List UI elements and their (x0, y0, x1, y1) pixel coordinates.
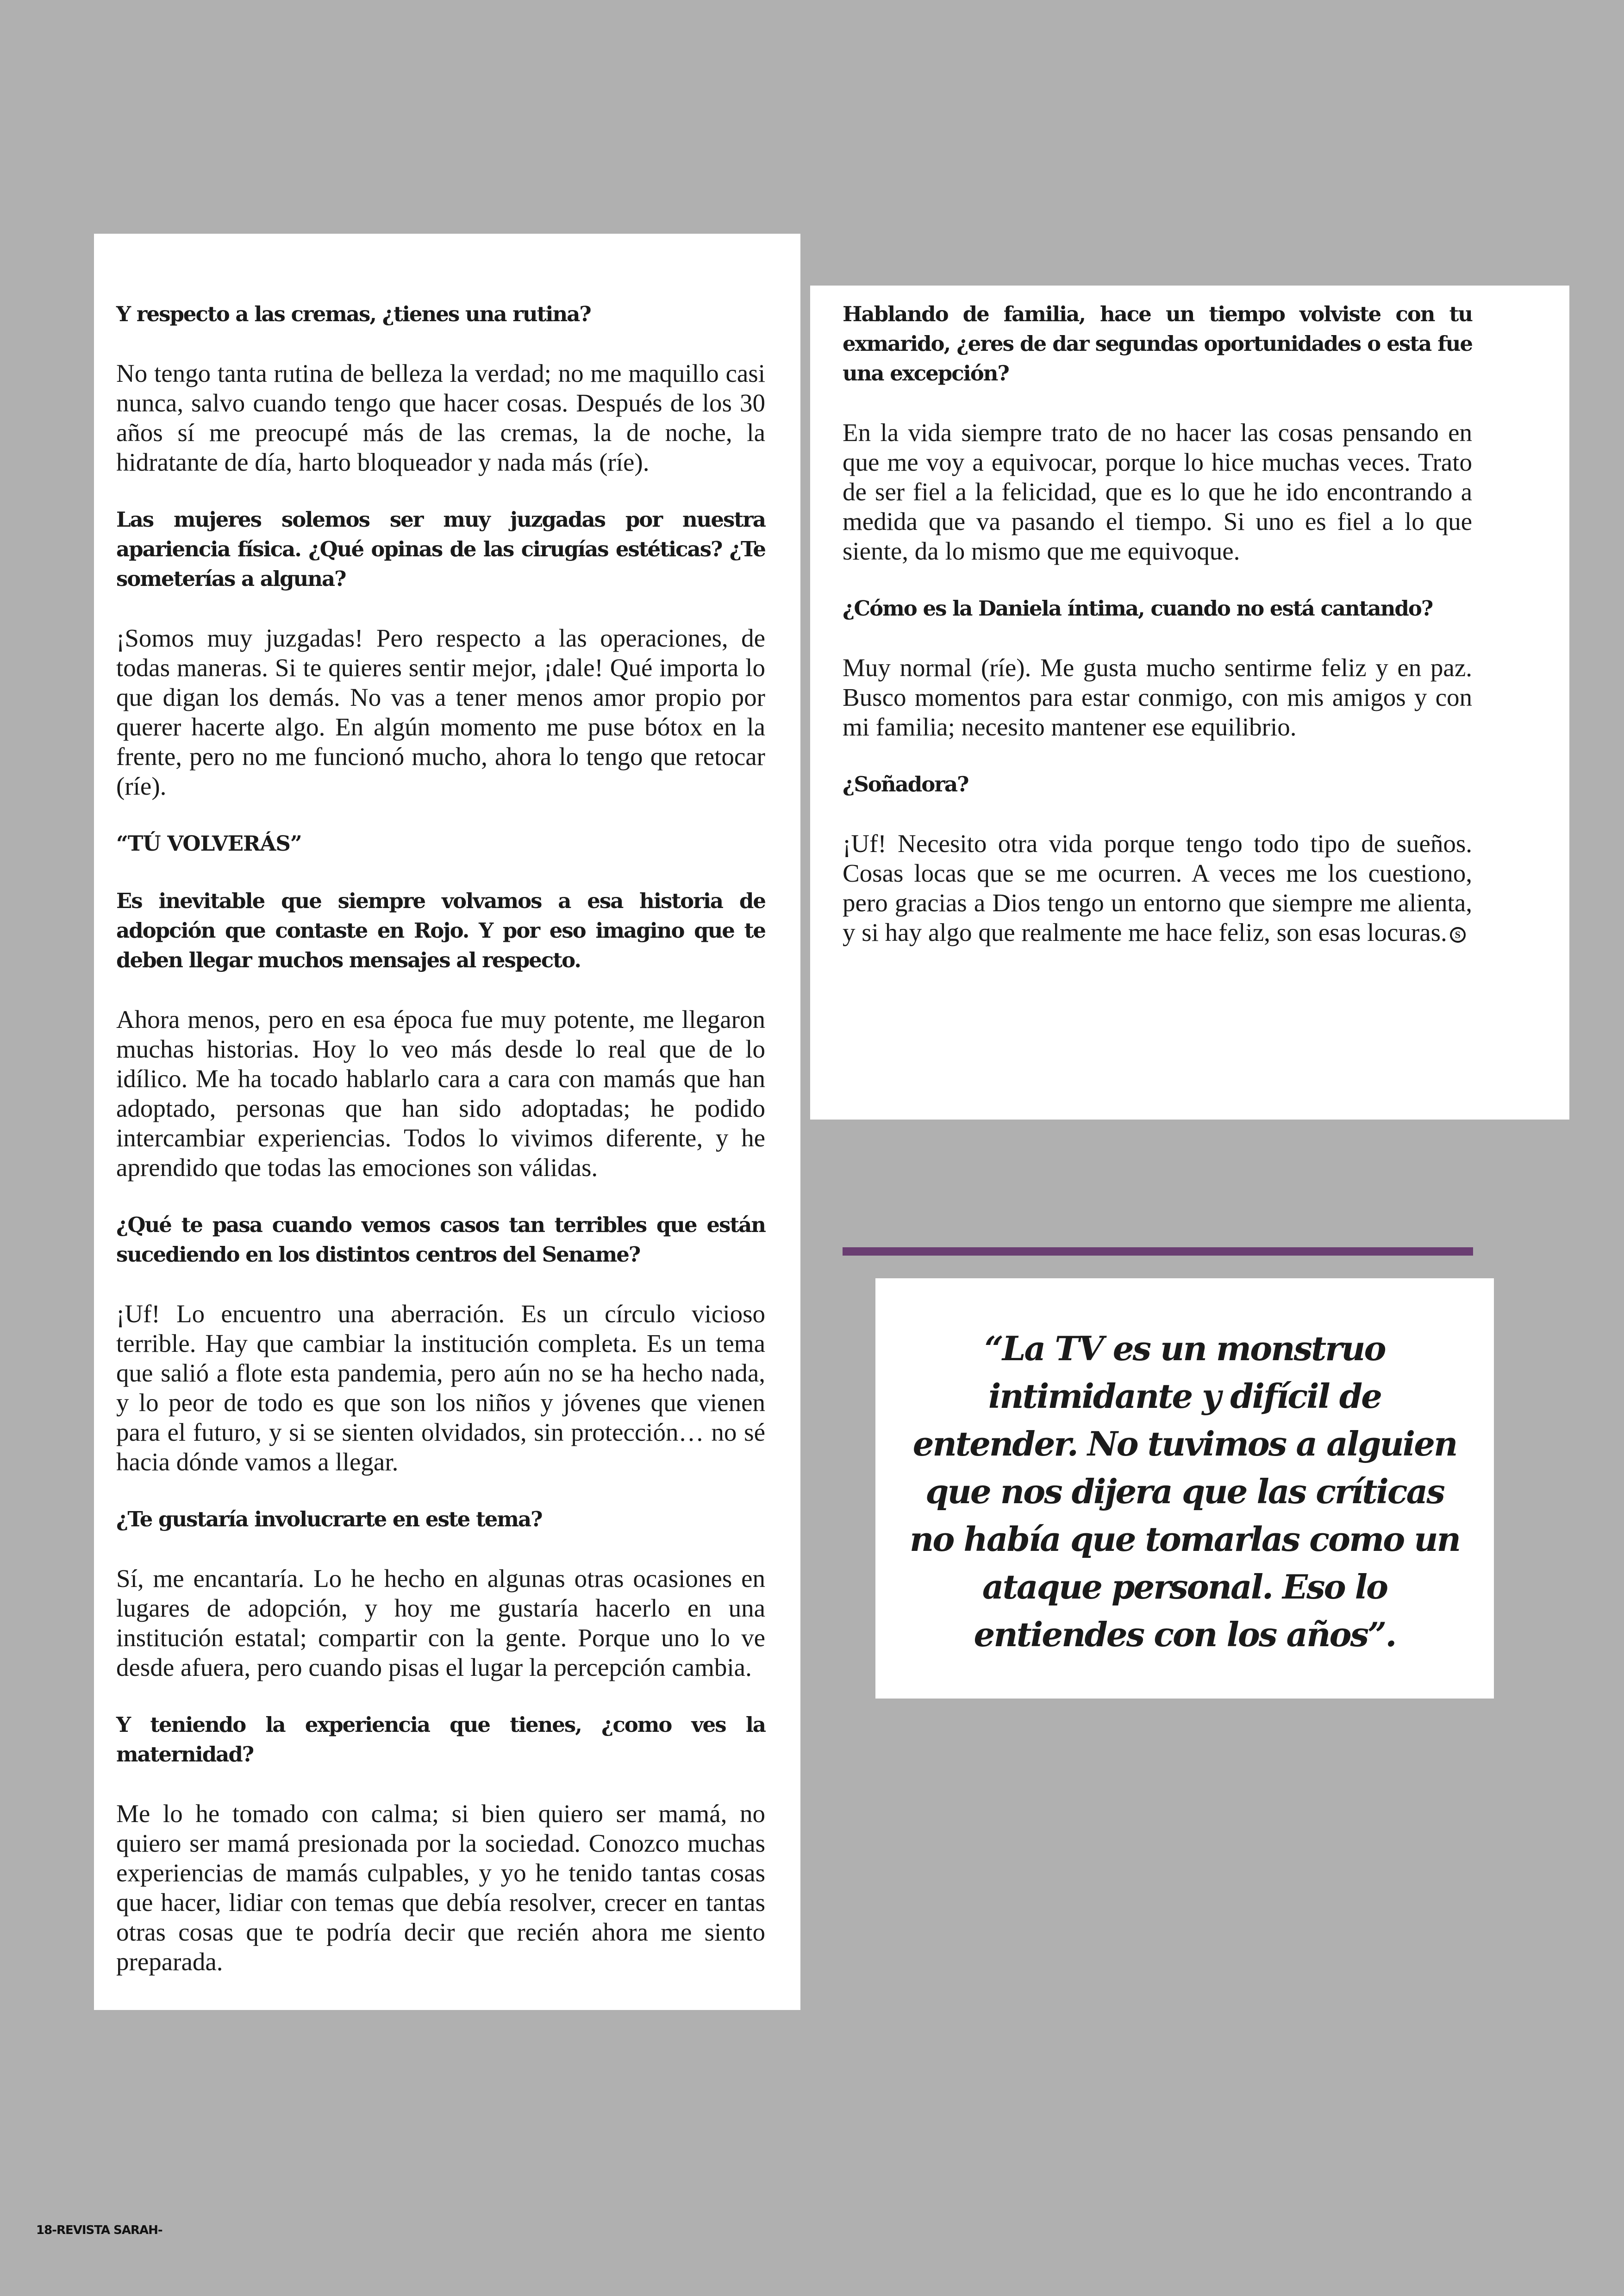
end-of-article-mark-icon: S (1450, 927, 1466, 943)
interview-answer: Muy normal (ríe). Me gusta mucho sentirme feliz y en paz. Busco momentos para estar conmigo, con mis amigos y con mi familia; necesito mantener ese equilibrio. (843, 653, 1472, 741)
qa-block (116, 1710, 765, 1977)
pull-quote-box (875, 1278, 1494, 1699)
page-footer: 18-REVISTA SARAH- (36, 2223, 162, 2237)
qa-block (843, 594, 1472, 742)
spacer (116, 329, 765, 359)
qa-block (843, 770, 1472, 947)
spacer (116, 1534, 765, 1564)
interview-question: ¿Qué te pasa cuando vemos casos tan terribles que están sucediendo en los distintos centros del Sename? (116, 1213, 765, 1267)
interview-answer-final (843, 829, 1472, 947)
left-article-column (94, 234, 800, 2010)
interview-question: ¿Cómo es la Daniela íntima, cuando no está cantando? (843, 596, 1433, 621)
interview-answer: No tengo tanta rutina de belleza la verdad; no me maquillo casi nunca, salvo cuando tengo que hacer cosas. Después de los 30 años sí me preocupé más de las cremas, la de noche, la hidratante de día, harto bloqueador y nada más (ríe). (116, 359, 765, 476)
interview-answer: Me lo he tomado con calma; si bien quiero ser mamá, no quiero ser mamá presionada por la sociedad. Conozco muchas experiencias de mamás culpables, y yo he tenido tantas cosas que hacer, lidiar con temas que debía resolver, crecer en tantas otras cosas que te podría decir que recién ahora me siento preparada. (116, 1799, 765, 1976)
spacer (116, 594, 765, 623)
spacer (116, 1769, 765, 1799)
pull-quote-rule (843, 1247, 1473, 1256)
interview-question: Hablando de familia, hace un tiempo volviste con tu exmarido, ¿eres de dar segundas oportunidades o esta fue una excepción? (843, 302, 1472, 386)
spacer (843, 623, 1472, 653)
interview-answer: ¡Uf! Lo encuentro una aberración. Es un círculo vicioso terrible. Hay que cambiar la institución completa. Es un tema que salió a flote esta pandemia, pero aún no se ha hecho nada, y lo peor de todo es que son los niños y jóvenes que vienen para el futuro, y si se sienten olvidados, sin protección… no sé hacia dónde vamos a llegar. (116, 1300, 765, 1476)
interview-question: Y teniendo la experiencia que tienes, ¿como ves la maternidad? (116, 1712, 765, 1767)
qa-block (843, 299, 1472, 566)
interview-question: Es inevitable que siempre volvamos a esa historia de adopción que contaste en Rojo. Y por eso imagino que te deben llegar muchos mensajes al respecto. (116, 889, 765, 972)
spacer (843, 388, 1472, 418)
qa-block (116, 505, 765, 801)
spacer (843, 799, 1472, 829)
interview-answer: En la vida siempre trato de no hacer las cosas pensando en que me voy a equivocar, porque lo hice muchas veces. Trato de ser fiel a la felicidad, que es lo que he ido encontrando a medida que va pasando el tiempo. Si uno es fiel a lo que siente, da lo mismo que me equivoque. (843, 418, 1472, 565)
answer-text: ¡Uf! Necesito otra vida porque tengo todo tipo de sueños. Cosas locas que se me ocurren. A veces me los cuestiono, pero gracias a Dios tengo un entorno que siempre me alienta, y si hay algo que realmente me hace feliz, son esas locuras. (843, 829, 1472, 946)
pull-quote-text: “La TV es un monstruo intimidante y difícil de entender. No tuvimos a alguien que nos dijera que las críticas no había que tomarlas como un ataque personal. Eso lo entiendes con los años”. (910, 1329, 1460, 1654)
right-article-column (810, 286, 1569, 1120)
spacer (116, 1269, 765, 1299)
interview-question: ¿Te gustaría involucrarte en este tema? (116, 1507, 542, 1531)
qa-block (116, 1505, 765, 1682)
interview-answer: ¡Somos muy juzgadas! Pero respecto a las operaciones, de todas maneras. Si te quieres sentir mejor, ¡dale! Qué importa lo que digan los demás. No vas a tener menos amor propio por querer hacerte algo. En algún momento me puse bótox en la frente, pero no me funcionó mucho, ahora lo tengo que retocar (ríe). (116, 624, 765, 800)
spacer (116, 975, 765, 1005)
section-heading-block (116, 829, 765, 859)
interview-answer: Sí, me encantaría. Lo he hecho en algunas otras ocasiones en lugares de adopción, y hoy me gustaría hacerlo en una institución estatal; compartir con la gente. Porque uno lo ve desde afuera, pero cuando pisas el lugar la percepción cambia. (116, 1564, 765, 1681)
interview-question: ¿Soñadora? (843, 772, 968, 796)
section-heading: “TÚ VOLVERÁS” (116, 831, 302, 856)
interview-answer: Ahora menos, pero en esa época fue muy potente, me llegaron muchas historias. Hoy lo veo más desde lo real que de lo idílico. Me ha tocado hablarlo cara a cara con mamás que han adoptado, personas que han sido adoptadas; he podido intercambiar experiencias. Todos lo vivimos diferente, y he aprendido que todas las emociones son válidas. (116, 1005, 765, 1182)
qa-block (116, 299, 765, 477)
qa-block (116, 886, 765, 1182)
interview-question: Las mujeres solemos ser muy juzgadas por nuestra apariencia física. ¿Qué opinas de las cirugías estéticas? ¿Te someterías a alguna? (116, 507, 765, 591)
interview-question: Y respecto a las cremas, ¿tienes una rutina? (116, 302, 591, 326)
qa-block (116, 1210, 765, 1477)
